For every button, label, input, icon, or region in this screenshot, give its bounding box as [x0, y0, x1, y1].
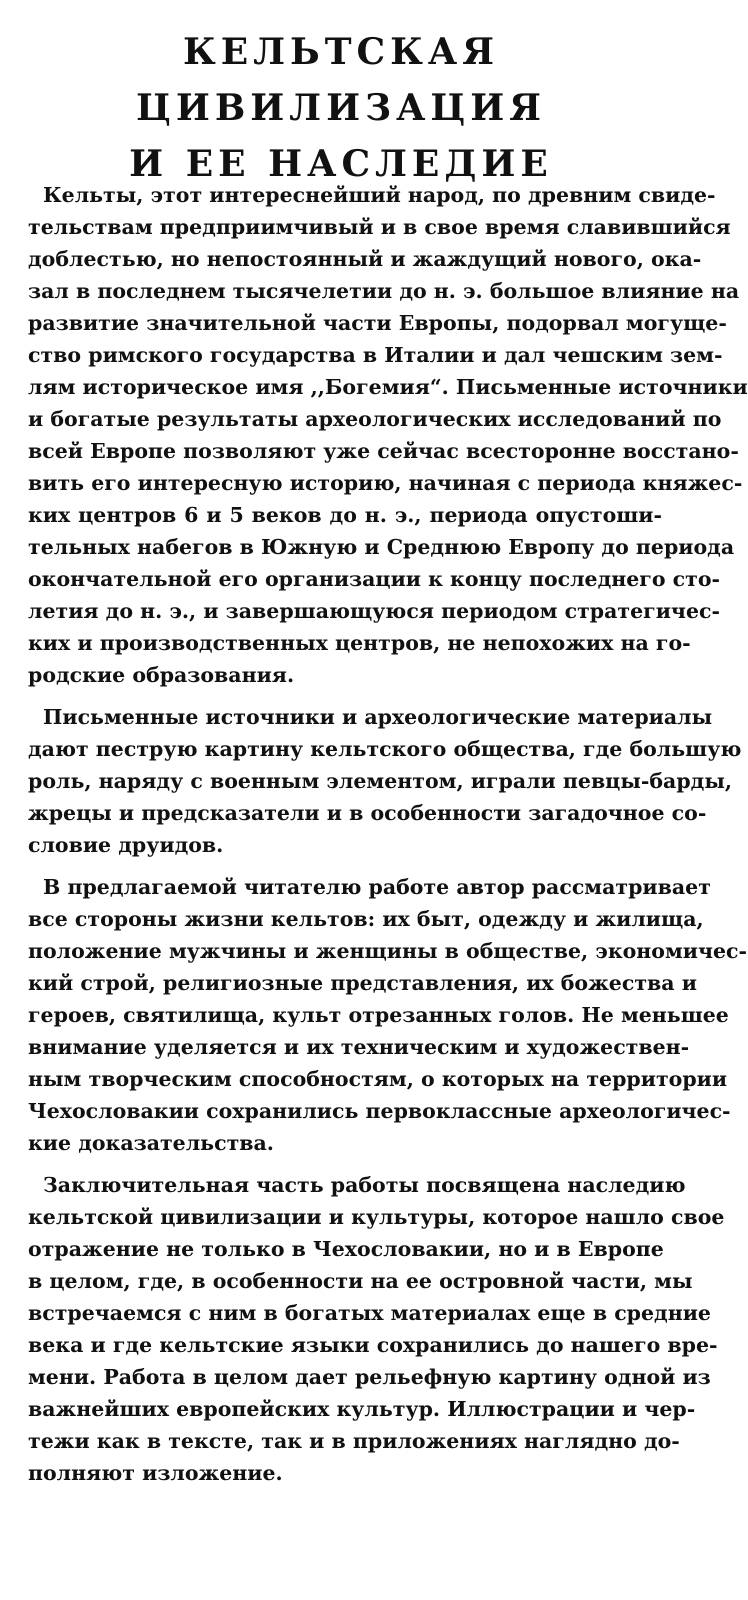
- text-line: вить его интересную историю, начиная с периода княжес-: [28, 471, 743, 495]
- text-line: дают пеструю картину кельтского общества, где большую: [28, 737, 742, 761]
- text-line: кие доказательства.: [28, 1131, 274, 1155]
- text-line: окончательной его организации к концу последнего сто-: [28, 567, 721, 591]
- text-line: В предлагаемой читателю работе автор рассматривает: [43, 875, 711, 899]
- text-line: века и где кельтские языки сохранились до нашего вре-: [28, 1333, 718, 1357]
- paragraph: [28, 871, 748, 1159]
- text-line: в целом, где, в особенности на ее островной части, мы: [28, 1269, 693, 1293]
- paragraph: [28, 701, 742, 861]
- text-line: внимание уделяется и их техническим и художествен-: [28, 1035, 690, 1059]
- text-line: доблестью, но непостоянный и жаждущий нового, ока-: [28, 247, 702, 271]
- paragraph: [28, 179, 748, 691]
- text-line: всей Европе позволяют уже сейчас всесторонне восстано-: [28, 439, 739, 463]
- text-line: ких центров 6 и 5 веков до н. э., периода опустоши-: [28, 503, 662, 527]
- text-line: кельтской цивилизации и культуры, которое нашло свое: [28, 1205, 725, 1229]
- text-line: летия до н. э., и завершающуюся периодом стратегичес-: [28, 599, 720, 623]
- text-line: героев, святилища, культ отрезанных голов. Не меньшее: [28, 1003, 729, 1027]
- text-line: словие друидов.: [28, 833, 224, 857]
- text-line: тельствам предприимчивый и в свое время славившийся: [28, 215, 731, 239]
- text-line: роль, наряду с военным элементом, играли певцы-барды,: [28, 769, 733, 793]
- text-line: родские образования.: [28, 663, 295, 687]
- text-line: встречаемся с ним в богатых материалах еще в средние: [28, 1301, 711, 1325]
- text-line: положение мужчины и женщины в обществе, экономичес-: [28, 939, 748, 963]
- text-line: мени. Работа в целом дает рельефную картину одной из: [28, 1365, 711, 1389]
- text-line: полняют изложение.: [28, 1461, 283, 1485]
- text-line: Письменные источники и археологические материалы: [43, 705, 713, 729]
- title-line-2: И ЕЕ НАСЛЕДИЕ: [129, 143, 553, 185]
- text-line: важнейших европейских культур. Иллюстрации и чер-: [28, 1397, 696, 1421]
- text-line: Заключительная часть работы посвящена наследию: [43, 1173, 686, 1197]
- text-line: тежи как в тексте, так и в приложениях наглядно до-: [28, 1429, 680, 1453]
- text-line: ких и производственных центров, не непохожих на го-: [28, 631, 691, 655]
- paragraph: [28, 1169, 725, 1489]
- text-line: жрецы и предсказатели и в особенности загадочное со-: [28, 801, 707, 825]
- text-line: и богатые результаты археологических исследований по: [28, 407, 722, 431]
- text-line: кий строй, религиозные представления, их божества и: [28, 971, 697, 995]
- text-line: Чехословакии сохранились первоклассные археологичес-: [28, 1099, 731, 1123]
- page-title: [0, 24, 682, 192]
- text-line: все стороны жизни кельтов: их быт, одежду и жилища,: [28, 907, 704, 931]
- text-line: лям историческое имя ,,Богемия“. Письменные источники: [28, 375, 748, 399]
- text-line: развитие значительной части Европы, подорвал могуще-: [28, 311, 727, 335]
- title-line-1: КЕЛЬТСКАЯ ЦИВИЛИЗАЦИЯ: [136, 31, 546, 129]
- text-line: Кельты, этот интереснейший народ, по древним свиде-: [43, 183, 716, 207]
- text-line: ным творческим способностям, о которых на территории: [28, 1067, 728, 1091]
- text-line: тельных набегов в Южную и Среднюю Европу до периода: [28, 535, 735, 559]
- text-line: ство римского государства в Италии и дал чешским зем-: [28, 343, 723, 367]
- text-line: зал в последнем тысячелетии до н. э. большое влияние на: [28, 279, 740, 303]
- text-line: отражение не только в Чехословакии, но и в Европе: [28, 1237, 664, 1261]
- body-text: [28, 179, 748, 1499]
